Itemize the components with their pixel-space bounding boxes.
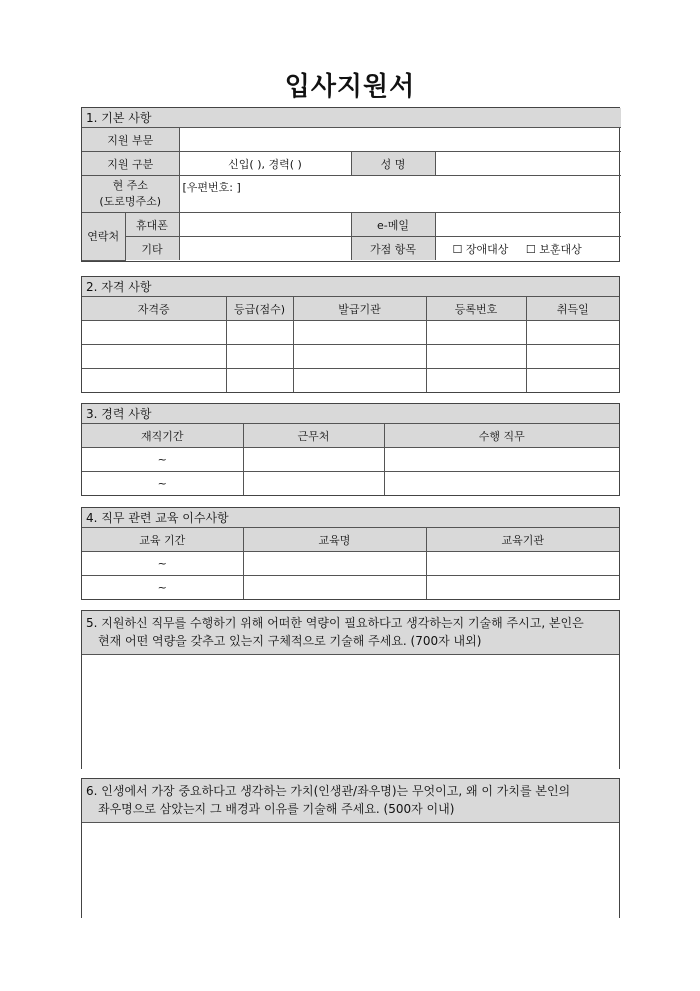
table-cell[interactable] bbox=[526, 345, 619, 369]
table-row bbox=[82, 345, 619, 369]
type-label: 지원 구분 bbox=[82, 152, 179, 176]
address-label-main: 현 주소 bbox=[112, 179, 148, 192]
table-cell[interactable] bbox=[226, 345, 293, 369]
table-cell[interactable] bbox=[243, 448, 384, 472]
q6-line1: 6. 인생에서 가장 중요하다고 생각하는 가치(인생관/좌우명)는 무엇이고, 왜 이 가치를 본인의 bbox=[86, 784, 571, 798]
career-col-duty: 수행 직무 bbox=[384, 424, 619, 448]
field-input[interactable] bbox=[179, 128, 621, 152]
q6-line2: 좌우명으로 삼았는지 그 배경과 이유를 기술해 주세요. (500자 이내) bbox=[98, 802, 455, 816]
other-label: 기타 bbox=[125, 237, 179, 261]
table-cell[interactable] bbox=[293, 345, 426, 369]
period-cell[interactable]: ~ bbox=[82, 448, 243, 472]
mobile-input[interactable] bbox=[179, 213, 351, 237]
table-cell[interactable] bbox=[226, 321, 293, 345]
form-title: 입사지원서 bbox=[284, 72, 416, 102]
edu-col-period: 교육 기간 bbox=[82, 528, 243, 552]
period-cell[interactable]: ~ bbox=[82, 552, 243, 576]
table-cell[interactable] bbox=[384, 472, 619, 496]
table-row bbox=[82, 552, 619, 576]
career-col-period: 재직기간 bbox=[82, 424, 243, 448]
period-cell[interactable]: ~ bbox=[82, 576, 243, 600]
email-input[interactable] bbox=[435, 213, 621, 237]
cert-col-date: 취득일 bbox=[526, 297, 619, 321]
type-value[interactable]: 신입( ), 경력( ) bbox=[179, 152, 351, 176]
cert-section bbox=[81, 276, 620, 393]
table-cell[interactable] bbox=[243, 552, 426, 576]
contact-label: 연락처 bbox=[82, 213, 125, 261]
q6-header bbox=[82, 779, 619, 823]
q6-section bbox=[81, 778, 620, 918]
table-cell[interactable] bbox=[226, 369, 293, 393]
table-row bbox=[82, 321, 619, 345]
disability-checkbox[interactable]: ☐ 장애대상 bbox=[452, 242, 509, 256]
bonus-options bbox=[435, 237, 621, 261]
table-cell[interactable] bbox=[293, 321, 426, 345]
email-label: e-메일 bbox=[351, 213, 435, 237]
q5-answer-area[interactable] bbox=[82, 655, 619, 770]
name-input[interactable] bbox=[435, 152, 621, 176]
edu-col-institution: 교육기관 bbox=[426, 528, 619, 552]
table-row bbox=[82, 472, 619, 496]
table-cell[interactable] bbox=[426, 576, 619, 600]
field-label: 지원 부문 bbox=[82, 128, 179, 152]
address-label bbox=[82, 176, 179, 213]
table-cell[interactable] bbox=[526, 369, 619, 393]
table-cell[interactable] bbox=[293, 369, 426, 393]
q5-line2: 현재 어떤 역량을 갖추고 있는지 구체적으로 기술해 주세요. (700자 내외) bbox=[98, 634, 482, 648]
career-col-workplace: 근무처 bbox=[243, 424, 384, 448]
q5-header bbox=[82, 611, 619, 655]
table-cell[interactable] bbox=[243, 472, 384, 496]
table-row bbox=[82, 576, 619, 600]
table-cell[interactable] bbox=[384, 448, 619, 472]
cert-col-regno: 등록번호 bbox=[426, 297, 526, 321]
period-cell[interactable]: ~ bbox=[82, 472, 243, 496]
cert-header: 2. 자격 사항 bbox=[82, 277, 619, 297]
q5-section bbox=[81, 610, 620, 769]
table-cell[interactable] bbox=[426, 552, 619, 576]
edu-col-name: 교육명 bbox=[243, 528, 426, 552]
q5-line1: 5. 지원하신 직무를 수행하기 위해 어떠한 역량이 필요하다고 생각하는지 기술해 주시고, 본인은 bbox=[86, 616, 584, 630]
name-label: 성 명 bbox=[351, 152, 435, 176]
table-cell[interactable] bbox=[426, 369, 526, 393]
table-cell[interactable] bbox=[426, 321, 526, 345]
table-row bbox=[82, 369, 619, 393]
career-header: 3. 경력 사항 bbox=[82, 404, 619, 424]
other-input[interactable] bbox=[179, 237, 351, 261]
q6-answer-area[interactable] bbox=[82, 823, 619, 919]
edu-header: 4. 직무 관련 교육 이수사항 bbox=[82, 508, 619, 528]
address-input[interactable]: [우편번호: ] bbox=[179, 176, 621, 213]
table-cell[interactable] bbox=[526, 321, 619, 345]
table-cell[interactable] bbox=[243, 576, 426, 600]
basic-info-header: 1. 기본 사항 bbox=[82, 108, 621, 128]
table-cell[interactable] bbox=[426, 345, 526, 369]
table-cell[interactable] bbox=[82, 321, 226, 345]
address-label-sub: (도로명주소) bbox=[99, 195, 162, 208]
cert-col-issuer: 발급기관 bbox=[293, 297, 426, 321]
cert-col-name: 자격증 bbox=[82, 297, 226, 321]
table-cell[interactable] bbox=[82, 345, 226, 369]
cert-col-grade: 등급(점수) bbox=[226, 297, 293, 321]
basic-info-section bbox=[81, 107, 620, 262]
mobile-label: 휴대폰 bbox=[125, 213, 179, 237]
table-cell[interactable] bbox=[82, 369, 226, 393]
career-section bbox=[81, 403, 620, 496]
bonus-label: 가점 항목 bbox=[351, 237, 435, 261]
table-row bbox=[82, 448, 619, 472]
veteran-checkbox[interactable]: ☐ 보훈대상 bbox=[525, 242, 582, 256]
edu-section bbox=[81, 507, 620, 600]
